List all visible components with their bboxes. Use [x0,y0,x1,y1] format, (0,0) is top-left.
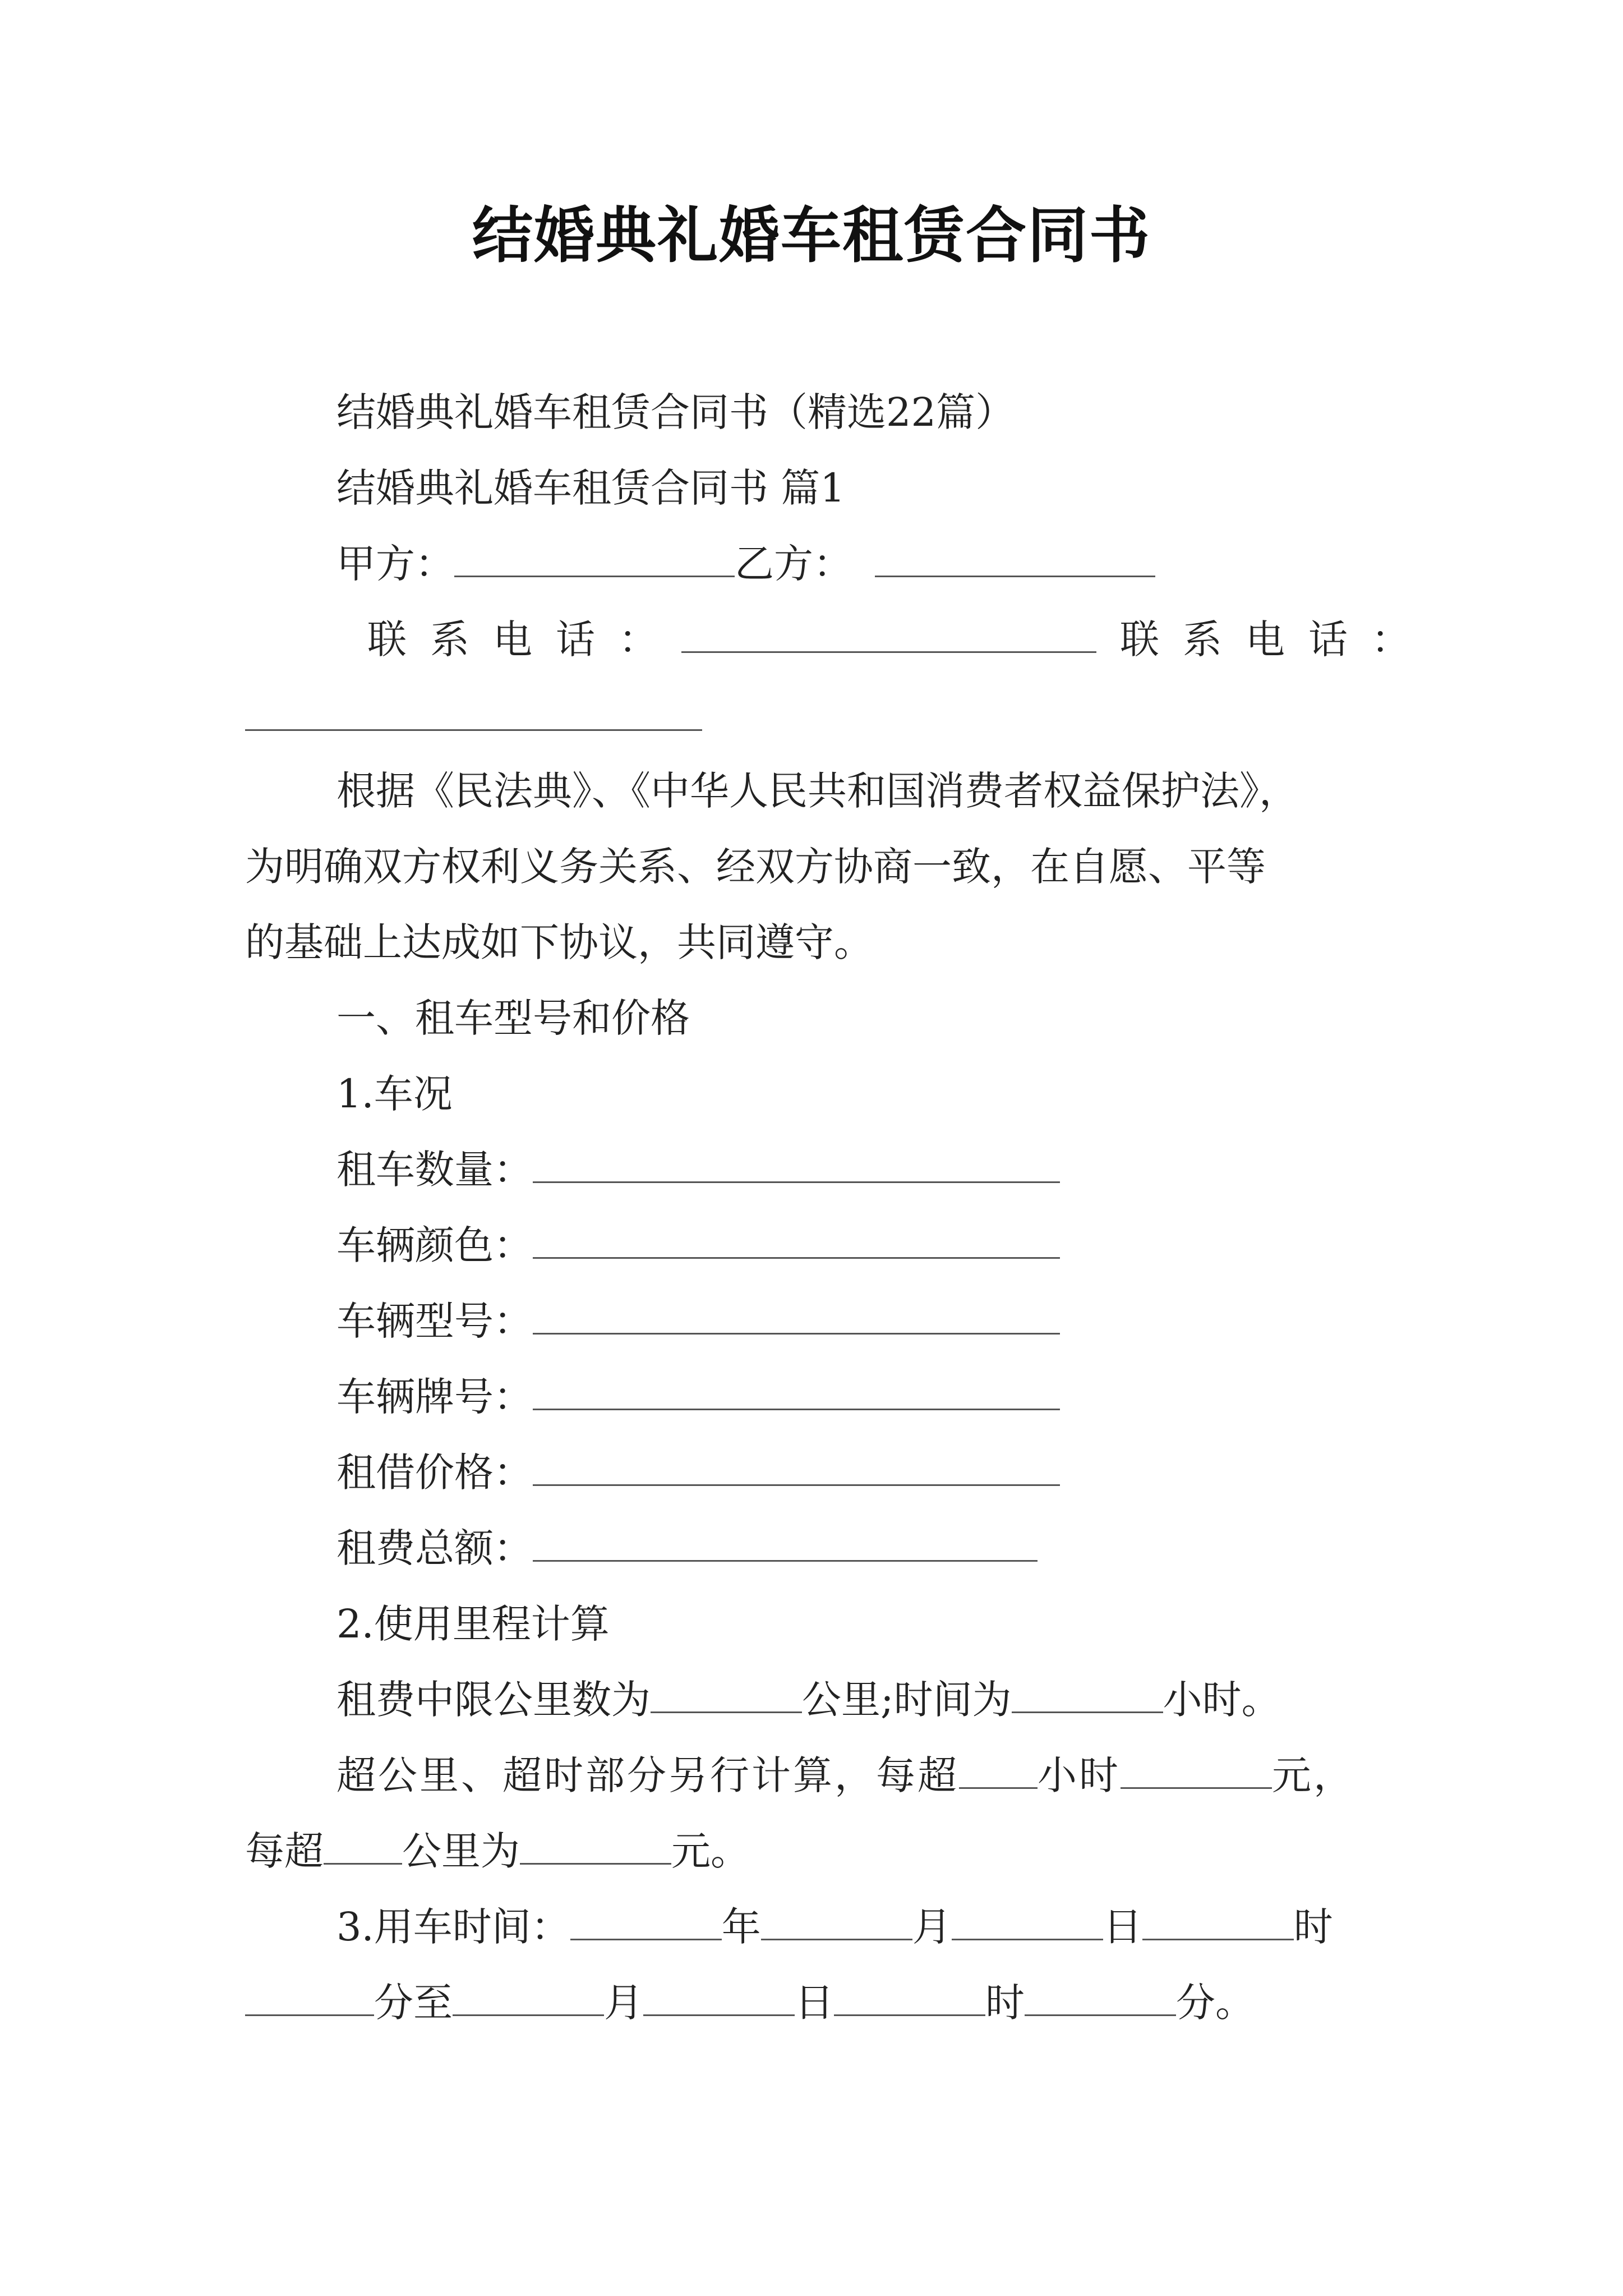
phone-b-blank [245,729,702,731]
hour-blank [1142,1904,1294,1940]
overage-text-1: 超公里、超时部分另行计算，每超 [336,1752,959,1798]
end-minute-label: 分。 [1176,1980,1255,2026]
overage-line-1 [336,1750,1355,1801]
phone-label-b: 联系电话： [1120,616,1434,662]
mileage-km-blank [651,1677,802,1713]
end-minute-blank [1025,1980,1176,2016]
day-blank [952,1904,1103,1940]
year-label: 年 [721,1904,761,1950]
field-label: 车辆颜色： [336,1222,533,1268]
overage-km-blank [324,1828,402,1865]
field-label: 车辆牌号： [336,1374,533,1420]
parties-line [336,539,1155,589]
mileage-hours-blank [1012,1677,1163,1713]
overage-hours-price-blank [1121,1752,1272,1789]
item2-heading: 2.使用里程计算 [336,1601,610,1647]
end-month-blank [453,1980,604,2016]
field-blank [533,1450,1060,1486]
phone-a-blank [681,616,1096,653]
time-text-1: 3.用车时间： [336,1904,570,1950]
item1-heading: 1.车况 [336,1071,453,1117]
overage2-text-3: 元。 [671,1828,750,1874]
field-blank [533,1222,1060,1259]
party-b-label: 乙方： [735,541,852,587]
field-blank [533,1525,1038,1562]
clause1-heading: 一、租车型号和价格 [336,995,690,1041]
field-row [336,1144,1060,1195]
month-label: 月 [912,1904,952,1950]
party-b-blank [875,541,1155,577]
field-row [336,1220,1060,1271]
party-a-blank [454,541,735,577]
overage-line-2 [245,1826,750,1876]
preamble-line-1: 根据《民法典》、《中华人民共和国消费者权益保护法》， [336,768,1298,814]
overage-text-3: 元， [1272,1752,1355,1798]
field-label: 租费总额： [336,1525,533,1571]
document-title: 结婚典礼婚车租赁合同书 [472,200,1151,271]
end-day-blank [643,1980,795,2016]
field-label: 车辆型号： [336,1298,533,1344]
mileage-line [336,1674,1281,1725]
preamble-line-2: 为明确双方权利义务关系、经双方协商一致，在自愿、平等 [245,844,1266,890]
end-day-label: 日 [795,1980,834,2026]
phone-line [367,614,1434,665]
hour-label: 时 [1293,1904,1333,1950]
field-row [336,1523,1038,1573]
overage2-text-2: 公里为 [402,1828,520,1874]
phone-label-a: 联系电话： [367,616,681,662]
year-blank [570,1904,722,1940]
field-row [336,1296,1060,1346]
overage-km-price-blank [520,1828,671,1865]
end-hour-label: 时 [985,1980,1025,2026]
minute-blank [245,1980,374,2016]
overage-text-2: 小时 [1038,1752,1121,1798]
to-label: 分至 [374,1980,453,2026]
overage-hours-blank [959,1752,1038,1789]
mileage-text-1: 租费中限公里数为 [336,1677,651,1723]
end-month-label: 月 [604,1980,643,2026]
preamble-line-3: 的基础上达成如下协议，共同遵守。 [245,919,873,965]
party-a-label: 甲方： [336,541,454,587]
field-blank [533,1374,1060,1410]
time-line-1 [336,1902,1333,1952]
overage2-text-1: 每超 [245,1828,324,1874]
field-row [336,1372,1060,1422]
field-label: 租借价格： [336,1450,533,1496]
field-row [336,1447,1060,1498]
month-blank [761,1904,912,1940]
day-label: 日 [1103,1904,1142,1950]
field-blank [533,1147,1060,1183]
section-heading: 结婚典礼婚车租赁合同书 篇1 [336,465,845,511]
document-subtitle: 结婚典礼婚车租赁合同书（精选22篇） [336,389,1015,435]
time-line-2 [245,1977,1255,2028]
mileage-text-2: 公里;时间为 [802,1677,1012,1723]
field-blank [533,1298,1060,1335]
field-label: 租车数量： [336,1147,533,1193]
mileage-text-3: 小时。 [1163,1677,1281,1723]
end-hour-blank [834,1980,985,2016]
